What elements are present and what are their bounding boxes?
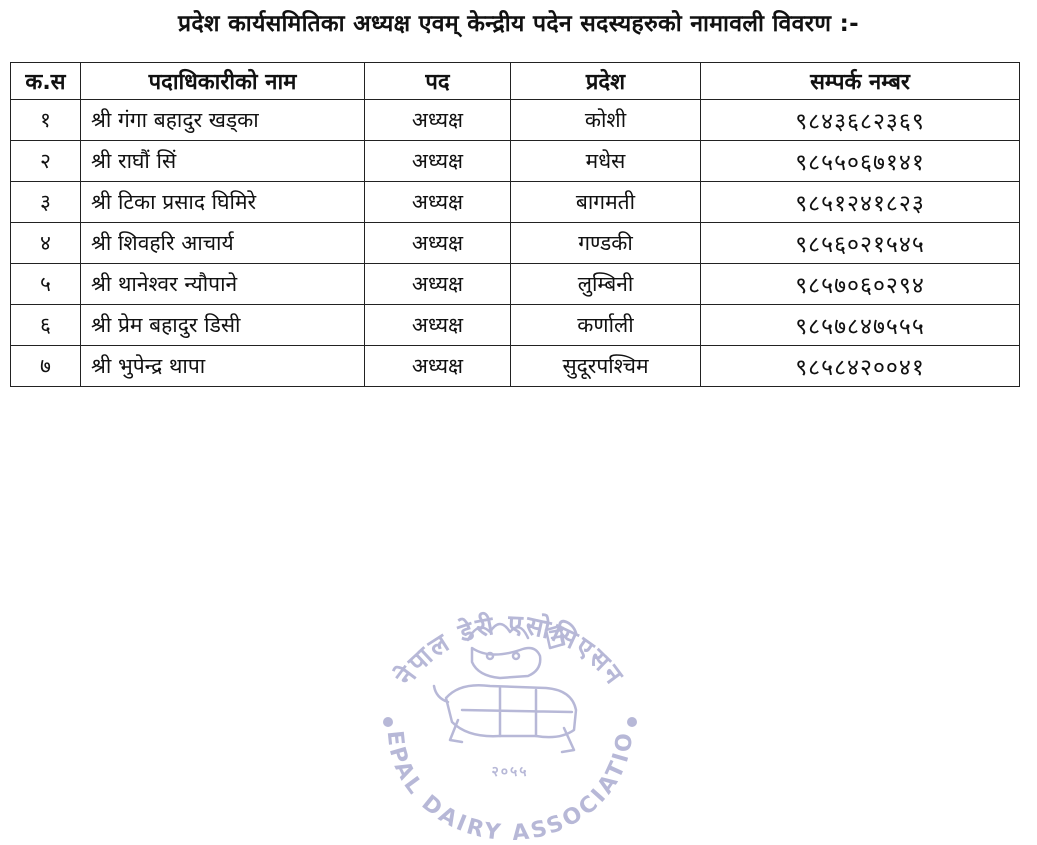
table-row (11, 182, 1020, 223)
table-row (11, 141, 1020, 182)
province-cell: मधेस (511, 141, 701, 182)
phone-cell: ९८४३६८२३६९ (701, 100, 1020, 141)
post-cell: अध्यक्ष (365, 305, 511, 346)
seal-year: २०५५ (491, 764, 529, 780)
province-cell: गण्डकी (511, 223, 701, 264)
name-cell: श्री प्रेम बहादुर डिसी (81, 305, 365, 346)
serial-cell: ३ (11, 182, 81, 223)
province-cell: कोशी (511, 100, 701, 141)
table-row (11, 100, 1020, 141)
post-cell: अध्यक्ष (365, 100, 511, 141)
association-seal-logo (350, 570, 670, 840)
serial-cell: १ (11, 100, 81, 141)
table-row (11, 223, 1020, 264)
header-name: पदाधिकारीको नाम (81, 63, 365, 100)
table-row (11, 305, 1020, 346)
post-cell: अध्यक्ष (365, 264, 511, 305)
seal-dot-left (383, 717, 393, 727)
phone-cell: ९८५७८४७५५५ (701, 305, 1020, 346)
name-cell: श्री टिका प्रसाद घिमिरे (81, 182, 365, 223)
name-cell: श्री थानेश्वर न्यौपाने (81, 264, 365, 305)
header-phone: सम्पर्क नम्बर (701, 63, 1020, 100)
phone-cell: ९८५१२४१८२३ (701, 182, 1020, 223)
post-cell: अध्यक्ष (365, 182, 511, 223)
serial-cell: ७ (11, 346, 81, 387)
name-cell: श्री शिवहरि आचार्य (81, 223, 365, 264)
serial-cell: ४ (11, 223, 81, 264)
province-cell: लुम्बिनी (511, 264, 701, 305)
phone-cell: ९८५६०२१५४५ (701, 223, 1020, 264)
table-row (11, 346, 1020, 387)
post-cell: अध्यक्ष (365, 346, 511, 387)
serial-cell: २ (11, 141, 81, 182)
seal-graphic (350, 570, 670, 840)
province-cell: बागमती (511, 182, 701, 223)
name-cell: श्री गंगा बहादुर खड्का (81, 100, 365, 141)
province-cell: कर्णाली (511, 305, 701, 346)
table-row (11, 264, 1020, 305)
table-header-row (11, 63, 1020, 100)
header-post: पद (365, 63, 511, 100)
document-title: प्रदेश कार्यसमितिका अध्यक्ष एवम् केन्द्रीय पदेन सदस्यहरुको नामावली विवरण :- (178, 11, 859, 37)
header-province: प्रदेश (511, 63, 701, 100)
header-serial: क.स (11, 63, 81, 100)
province-cell: सुदूरपश्चिम (511, 346, 701, 387)
seal-text-bottom: EPAL DAIRY ASSOCIATIO (381, 729, 639, 840)
post-cell: अध्यक्ष (365, 141, 511, 182)
phone-cell: ९८५७०६०२९४ (701, 264, 1020, 305)
serial-cell: ६ (11, 305, 81, 346)
seal-dot-right (627, 717, 637, 727)
phone-cell: ९८५५०६७१४१ (701, 141, 1020, 182)
roster-table (10, 62, 1020, 387)
name-cell: श्री राघौं सिं (81, 141, 365, 182)
name-cell: श्री भुपेन्द्र थापा (81, 346, 365, 387)
seal-text-top: नेपाल डेरी एसोसिएसन (390, 609, 630, 692)
phone-cell: ९८५८४२००४१ (701, 346, 1020, 387)
serial-cell: ५ (11, 264, 81, 305)
post-cell: अध्यक्ष (365, 223, 511, 264)
